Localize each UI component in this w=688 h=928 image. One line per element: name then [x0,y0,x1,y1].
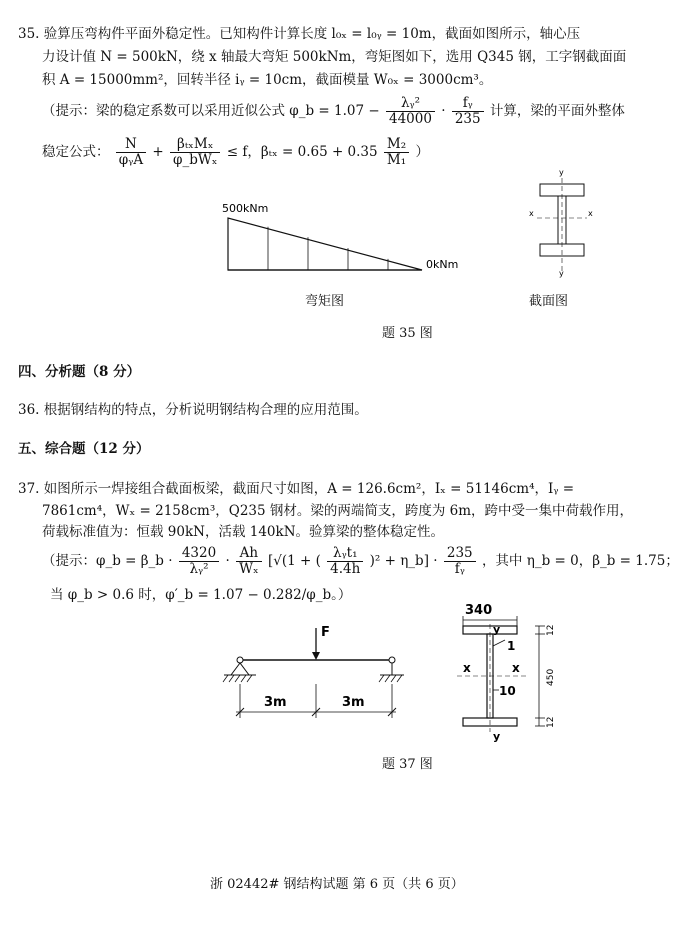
q35-text-line3: 积 A = 15000mm²，回转半径 iᵧ = 10cm，截面模量 W₀ₓ = 3000cm³。 [42,72,493,88]
q35-text-line1: 35. 验算压弯构件平面外稳定性。已知构件计算长度 l₀ₓ = l₀ᵧ = 10m，截面如图所示，轴心压 [18,26,581,42]
section5-heading: 五、综合题（12 分） [18,441,150,457]
span2-label: 3m [342,695,365,710]
section-axis-x-left: x [529,209,534,218]
fraction-denominator: φᵧA [118,152,144,168]
fraction-denominator: λᵧ² [189,561,209,577]
q35-hint-suffix: 计算，梁的平面外整体 [489,103,625,119]
right-hatching [379,675,402,682]
fraction-numerator: λᵧ² [386,96,435,112]
fraction-numerator: Ah [236,546,262,562]
fraction-denominator: 235 [454,111,481,127]
fraction-denominator: φ_bWₓ [173,152,218,168]
fraction-denominator: M₁ [386,152,407,168]
fraction-denominator: Wₓ [239,561,259,577]
section-axis-y-bottom: y [559,269,564,278]
q37-hint-prefix: （提示：φ_b = β_b · [42,553,173,569]
load-arrow-head [312,652,320,660]
q37-hint-fraction-235 [444,546,476,577]
q37-text-line1: 37. 如图所示一焊接组合截面板梁，截面尺寸如图，A = 126.6cm²，Iₓ = 51146cm⁴，Iᵧ = [18,481,575,497]
fraction-numerator: N [116,137,146,153]
sec-width-label: 340 [465,603,493,618]
moment-end-label: 0kNm [426,258,459,271]
sec-axis-y-bottom: y [493,730,501,743]
q35-text-line2: 力设计值 N = 500kN，绕 x 轴最大弯矩 500kNm，弯矩图如下，选用 Q345 钢，工字钢截面面 [42,49,627,65]
q35-hint-line [42,96,625,127]
moment-top-label: 500kNm [222,202,269,215]
section4-heading: 四、分析题（8 分） [18,364,141,380]
q37-hint-suffix: ，其中 η_b = 0，β_b = 1.75； [481,553,679,569]
flange-thickness-label: 1 [507,639,516,653]
flange-leader [493,640,505,646]
q37-hint-line: （提示：φ_b = β_b · $\frac{4320}{\text{λᵧ²}}$ · $\frac{Ah}{\text{Wₓ}}$ [√(1 + ( $\frac{\text{λᵧt₁}}{4.4h}$ )² + η_b] · $\frac{235}{\text{fᵧ}}$ ，其中 η_b = 0，β_b = 1.75； [42,545,679,577]
sec-axis-x-left: x [463,661,471,675]
q37-hint-fraction-4320 [179,546,219,577]
section-diagram-caption: 截面图 [529,294,569,309]
q37-hint-sqrt-open: [√(1 + ( [267,553,321,569]
fraction-numerator: 235 [444,546,476,562]
moment-triangle [228,218,422,270]
span1-label: 3m [264,695,287,710]
fraction-numerator: 4320 [179,546,219,562]
page-footer: 浙 02442# 钢结构试题 第 6 页（共 6 页） [210,877,464,892]
left-pin [237,657,243,663]
section-diagram [525,166,600,280]
dim-top-label: 12 [546,624,556,636]
q35-formula-mid: ≤ f，βₜₓ = 0.65 + 0.35 [226,144,378,160]
fraction-numerator: λᵧt₁ [327,546,363,562]
q35-formula-fraction-axial [116,137,146,168]
load-label: F [321,625,330,640]
beam-diagram [220,622,410,727]
fraction-numerator: βₜₓMₓ [170,137,220,153]
sec-axis-x-right: x [512,661,520,675]
section-axis-x-right: x [588,209,593,218]
fraction-denominator: 4.4h [330,561,361,577]
fraction-denominator: 44000 [389,111,432,127]
q37-text-line2: 7861cm⁴，Wₓ = 2158cm³，Q235 钢材。梁的两端简支，跨度为 6m，跨中受一集中荷载作用， [42,503,634,519]
q35-formula-prefix: 稳定公式： [42,144,110,160]
fraction-numerator: fᵧ [452,96,484,112]
right-roller [389,657,395,663]
q37-figure-caption: 题 37 图 [382,757,433,772]
moment-diagram-caption: 弯矩图 [305,294,345,309]
web-thickness-label: 10 [499,684,516,698]
q37-hint-fraction-ah [236,546,262,577]
q35-hint-fraction-lambda [386,96,435,127]
q35-figure-caption: 题 35 图 [382,326,433,341]
fraction-numerator: M₂ [384,137,409,153]
q35-hint-prefix: （提示：梁的稳定系数可以采用近似公式 φ_b = 1.07 − [42,103,380,119]
q37-hint-sqrt-close: )² + η_b] [369,553,429,569]
dot-operator: · [441,103,446,119]
q35-formula-line: 稳定公式： $\frac{N}{\text{φᵧA}}$ + $\frac{\text{βₜₓMₓ}}{\text{φ\_bWₓ}}$ ≤ f，βₜₓ = 0.65 + 0.35 $\frac{\text{M₂}}{\text{M₁}}$ ） [42,136,429,168]
q37-text-line3: 荷载标准值为：恒载 90kN，活载 140kN。验算梁的整体稳定性。 [42,524,445,540]
q35-hint-fraction-fy [452,96,484,127]
q37-hint-line2: 当 φ_b > 0.6 时，φ′_b = 1.07 − 0.282/φ_b。） [50,587,352,603]
girder-section-diagram [455,600,575,745]
section-axis-y-top: y [559,168,564,177]
fraction-denominator: fᵧ [454,561,465,577]
q37-hint-fraction-lambda [327,546,363,577]
q35-formula-fraction-ratio [384,137,409,168]
q35-formula-end: ） [415,144,429,160]
q35-formula-fraction-moment [170,137,220,168]
dim-web-label: 450 [546,668,556,686]
left-hatching [223,675,252,682]
moment-diagram [220,198,460,284]
sec-axis-y-top: y [493,623,501,636]
dim-bottom-label: 12 [546,716,556,728]
q36-text: 36. 根据钢结构的特点，分析说明钢结构合理的应用范围。 [18,402,368,418]
left-support [231,663,249,675]
